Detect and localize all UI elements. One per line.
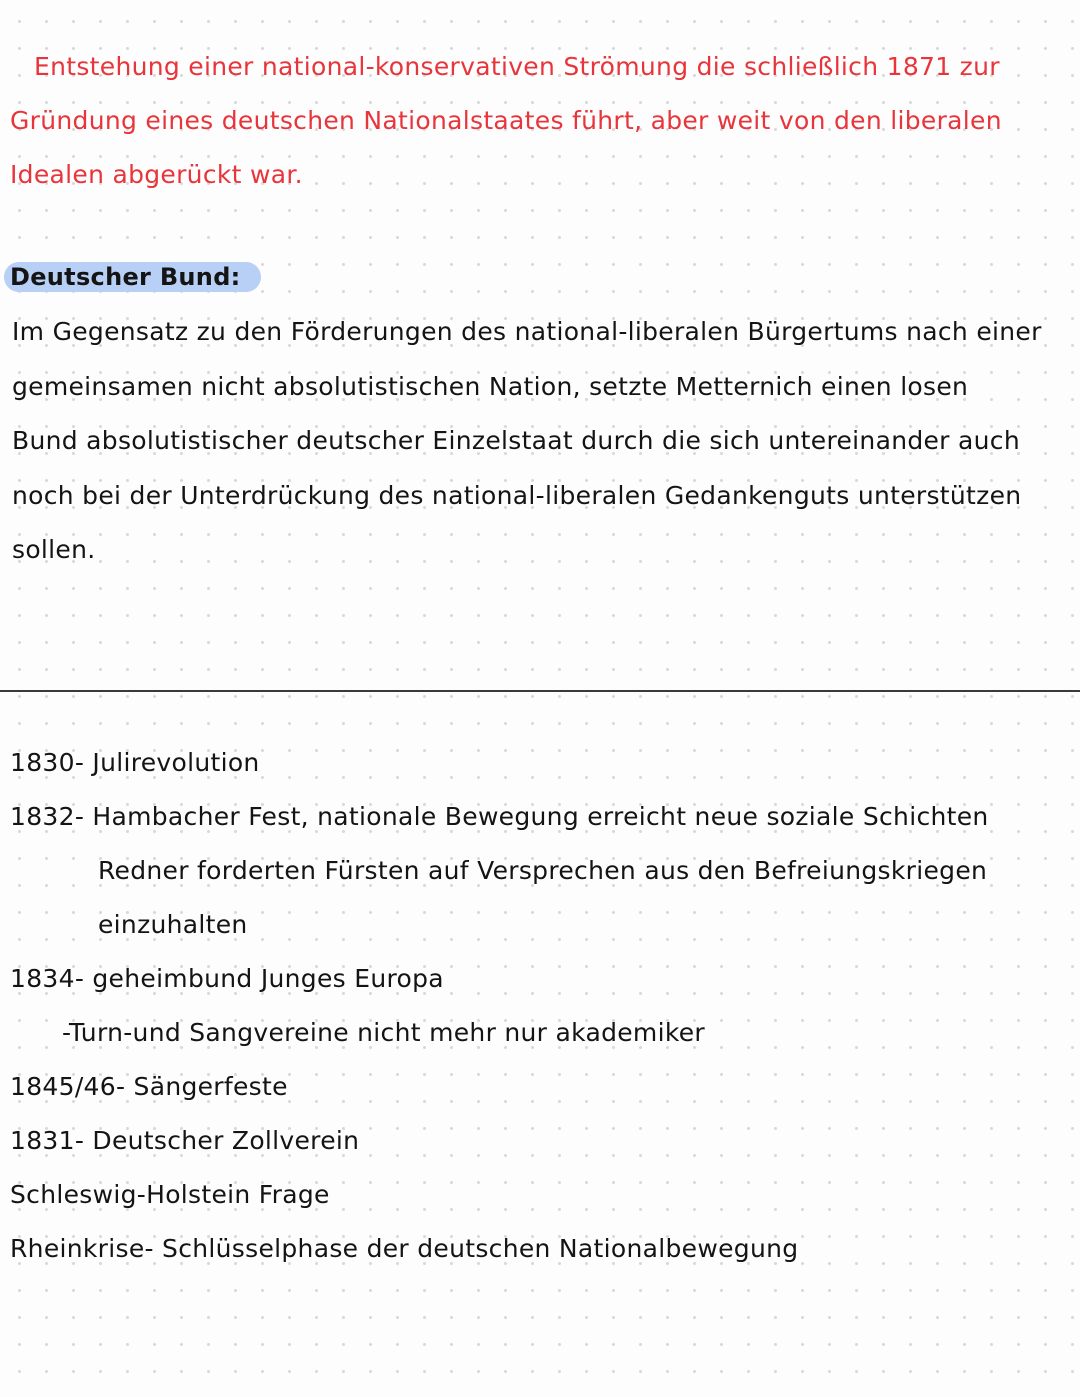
intro-line: Idealen abgerückt war. [10, 160, 303, 189]
paragraph-line: noch bei der Unterdrückung des national-liberalen Gedankenguts unterstützen [12, 480, 1022, 510]
intro-line: Gründung eines deutschen Nationalstaates führt, aber weit von den liberalen [10, 106, 1002, 135]
section-heading: Deutscher Bund: [4, 262, 261, 292]
intro-line: Entstehung einer national-konservativen Strömung die schließlich 1871 zur [34, 52, 1000, 81]
paragraph-line: Bund absolutistischer deutscher Einzelstaat durch die sich untereinander auch [12, 426, 1020, 455]
section-paragraph [12, 305, 1072, 578]
timeline-list [10, 736, 1075, 1276]
timeline-item-continuation: einzuhalten [98, 910, 248, 939]
intro-paragraph [10, 40, 1074, 202]
timeline-item-continuation: -Turn-und Sangvereine nicht mehr nur akademiker [62, 1018, 705, 1047]
timeline-item: 1831- Deutscher Zollverein [10, 1126, 360, 1155]
paragraph-line: gemeinsamen nicht absolutistischen Nation, setzte Metternich einen losen [12, 371, 969, 401]
timeline-item: 1830- Julirevolution [10, 748, 260, 777]
timeline-item: 1845/46- Sängerfeste [10, 1072, 288, 1101]
timeline-item-continuation: Redner forderten Fürsten auf Versprechen aus den Befreiungskriegen [98, 856, 988, 885]
timeline-item: Rheinkrise- Schlüsselphase der deutschen Nationalbewegung [10, 1234, 799, 1263]
timeline-item: 1832- Hambacher Fest, nationale Bewegung erreicht neue soziale Schichten [10, 802, 989, 831]
timeline-item: 1834- geheimbund Junges Europa [10, 964, 444, 993]
paragraph-line: sollen. [12, 535, 96, 564]
timeline-item: Schleswig-Holstein Frage [10, 1180, 330, 1209]
paragraph-line: Im Gegensatz zu den Förderungen des national-liberalen Bürgertums nach einer [12, 317, 1042, 346]
divider-line [0, 690, 1080, 692]
